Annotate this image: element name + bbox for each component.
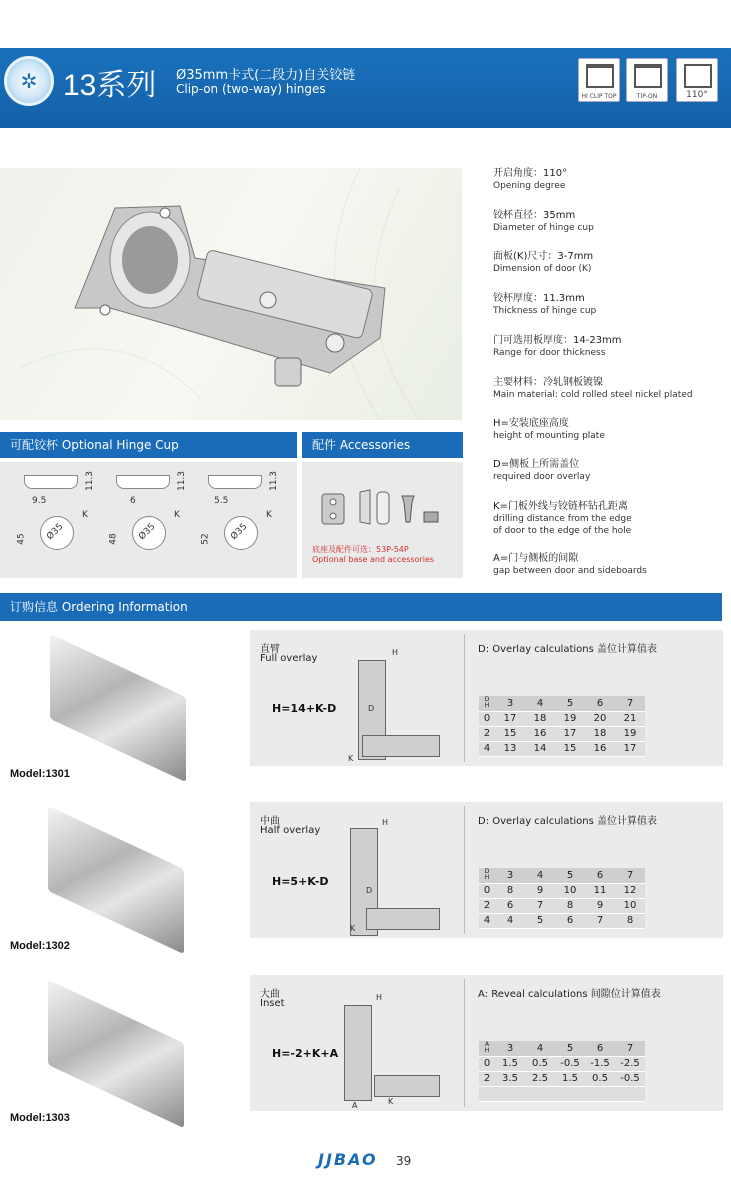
type-en: Full overlay <box>260 653 318 664</box>
hinge-photo-icon <box>0 168 462 420</box>
accessories-note-en: Optional base and accessories <box>312 555 435 564</box>
icon-caption: HI CLIP TOP <box>581 93 617 100</box>
type-cn: 中曲 <box>260 816 280 827</box>
model-1302-photo <box>48 806 184 954</box>
overlay-table: D H 3 4 5 6 7 0 8 9 10 11 12 2 6 7 8 9 10 4 4 5 6 7 8 <box>479 868 645 929</box>
calc-title: D: Overlay calculations 盖位计算值表 <box>478 644 657 655</box>
model-label: Model:1303 <box>10 1112 70 1124</box>
label-d: D <box>366 886 373 895</box>
cup-diagram-3: 5.5 11.3 Ø35 K 52 <box>194 468 289 573</box>
label-h: H <box>392 648 399 657</box>
spec-a: A=门与侧板的间隙 gap between door and sideboards <box>493 553 647 576</box>
brand-logo: JJBAO <box>318 1150 378 1169</box>
spec-d: D=侧板上所需盖位 required door overlay <box>493 459 591 482</box>
cup-diagram-1: 9.5 11.3 Ø35 K 45 <box>10 468 105 573</box>
page-number: 39 <box>396 1154 412 1168</box>
spec-k: K=门板外线与铰链杯钻孔距离 drilling distance from the edge of door to the edge of the hole <box>493 501 632 536</box>
divider <box>464 634 465 762</box>
type-en: Inset <box>260 998 285 1009</box>
accessories-title: 配件 Accessories <box>302 432 463 458</box>
label-k: K <box>388 1097 394 1106</box>
calc-title: A: Reveal calculations 间隙位计算值表 <box>478 989 661 1000</box>
brand-badge-icon: ✲ <box>4 56 54 106</box>
door-sketch <box>374 1075 440 1097</box>
110-degree-icon <box>676 58 718 102</box>
door-sketch <box>362 735 440 757</box>
spec-door-thickness: 门可选用板厚度：14-23mm Range for door thickness <box>493 335 622 358</box>
main-product-photo <box>0 168 462 420</box>
label-h: H <box>376 993 383 1002</box>
model-label: Model:1302 <box>10 940 70 952</box>
label-k: K <box>348 754 354 763</box>
ordering-row-1301 <box>250 630 723 766</box>
label-a: A <box>352 1101 358 1110</box>
label-h: H <box>382 818 389 827</box>
type-cn: 大曲 <box>260 989 280 1000</box>
spec-cup-diameter: 铰杯直径：35mm Diameter of hinge cup <box>493 210 594 233</box>
type-cn: 直臂 <box>260 644 280 655</box>
spec-cup-thickness: 铰杯厚度：11.3mm Thickness of hinge cup <box>493 293 597 316</box>
formula: H=-2+K+A <box>272 1047 339 1060</box>
formula: H=14+K-D <box>272 702 337 715</box>
overlay-table: D H 3 4 5 6 7 0 17 18 19 20 21 2 15 16 17 18 19 4 13 14 15 16 17 <box>479 696 645 757</box>
hi-clip-top-icon <box>578 58 620 102</box>
icon-caption: 110° <box>686 90 708 100</box>
tip-on-icon <box>626 58 668 102</box>
reveal-table: A H 3 4 5 6 7 0 1.5 0.5 -0.5 -1.5 -2.5 2 3.5 2.5 1.5 0.5 -0.5 <box>479 1041 645 1102</box>
ordering-row-1303 <box>250 975 723 1111</box>
spec-opening-degree: 开启角度：110° Opening degree <box>493 168 568 191</box>
cup-diagram-2: 6 11.3 Ø35 K 48 <box>102 468 197 573</box>
accessories-parts-icon <box>302 482 463 552</box>
spec-door-dimension: 面板(K)尺寸：3-7mm Dimension of door (K) <box>493 251 594 274</box>
cup-section-title: 可配铰杯 Optional Hinge Cup <box>0 432 297 458</box>
spec-h: H=安装底座高度 height of mounting plate <box>493 418 605 441</box>
label-k: K <box>350 924 356 933</box>
door-sketch <box>366 908 440 930</box>
model-1301-photo <box>50 634 186 782</box>
accessories-panel <box>302 462 463 578</box>
divider <box>464 979 465 1107</box>
divider <box>464 806 465 934</box>
title-english: Clip-on (two-way) hinges <box>176 82 326 96</box>
spec-material: 主要材料：冷轧钢板镀镍 Main material: cold rolled steel nickel plated <box>493 377 693 400</box>
model-label: Model:1301 <box>10 768 70 780</box>
type-en: Half overlay <box>260 825 321 836</box>
header-top-strip <box>0 0 731 48</box>
label-d: D <box>368 704 375 713</box>
ordering-info-title: 订购信息 Ordering Information <box>0 593 722 621</box>
formula: H=5+K-D <box>272 875 329 888</box>
side-panel-sketch <box>344 1005 372 1101</box>
title-chinese: Ø35mm卡式(二段力)自关铰链 <box>176 68 356 83</box>
series-title: 13系列 <box>63 69 157 102</box>
calc-title: D: Overlay calculations 盖位计算值表 <box>478 816 657 827</box>
model-1303-photo <box>48 980 184 1128</box>
accessories-note-cn: 底座及配件可选：53P-54P <box>312 545 409 554</box>
ordering-row-1302 <box>250 802 723 938</box>
icon-caption: TIP-ON <box>636 93 658 100</box>
